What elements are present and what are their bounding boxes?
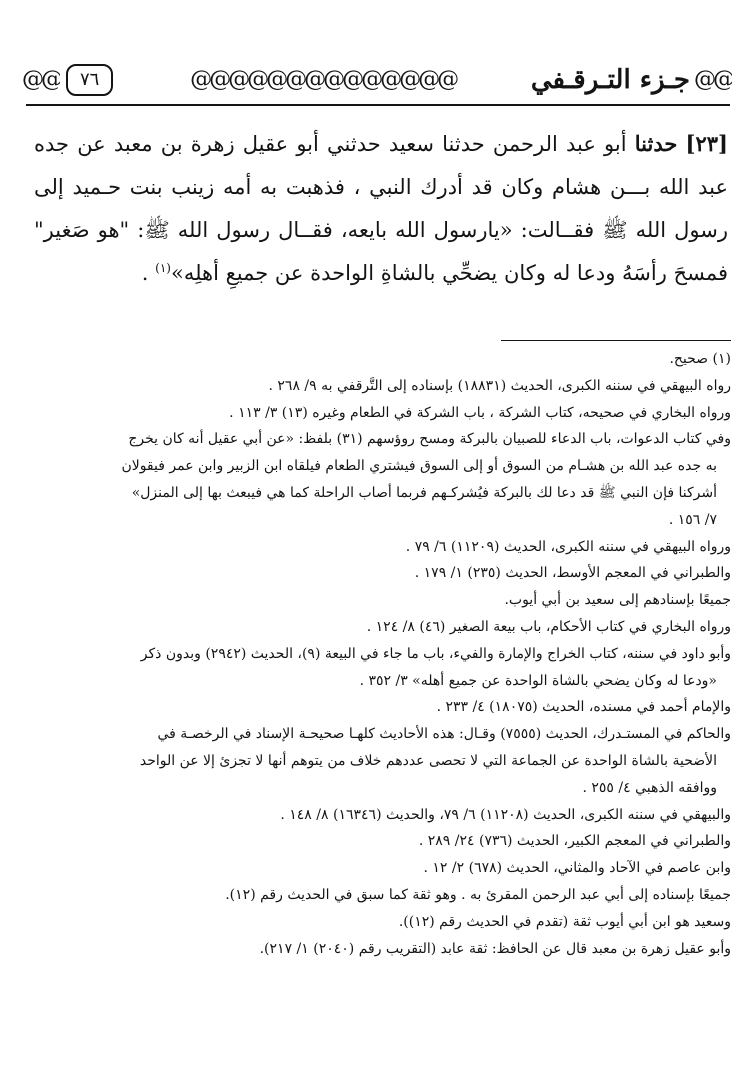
footnote-line: والطبراني في المعجم الكبير، الحديث (٧٣٦) ٢٤/ ٢٨٩ . xyxy=(418,833,731,850)
footnote-line: (١) صحيح. xyxy=(669,351,731,367)
page-header xyxy=(22,58,732,102)
footnote-line: به جده عبد الله بن هشـام من السوق أو إلى السوق فيشتري الطعام فيلقاه ابن الزبير وابن عمر فيقولان xyxy=(121,458,717,475)
footnote-ref: (١) xyxy=(155,261,171,275)
footnote-line: ٧/ ١٥٦ . xyxy=(668,511,717,528)
hadith-end-mark: . xyxy=(141,261,149,285)
footnote-line: رواه البيهقي في سننه الكبرى، الحديث (١٨٨٣١) بإسناده إلى التَّرقفي به ٩/ ٢٦٨ . xyxy=(268,377,731,394)
footnote-line: الأضحية بالشاة الواحدة عن الجماعة التي لا تحصى عددهم خلاف من يتوهم أنها لا تجزئ إلا عن الواحد xyxy=(139,752,717,769)
hadith-line-1: أبو عبد الرحمن حدثنا سعيد حدثني أبو عقيل زهرة بن معبد عن xyxy=(77,132,627,156)
footnote-line: «ودعا له وكان يضحي بالشاة الواحدة عن جميع أهله» ٣/ ٣٥٢ . xyxy=(359,672,717,689)
footnote-line: جميعًا بإسنادهم إلى سعيد بن أبي أيوب. xyxy=(504,592,731,609)
footnote-line: ورواه البخاري في صحيحه، كتاب الشركة ، باب الشركة في الطعام وغيره (١٣) ٣/ ١١٣ . xyxy=(229,404,731,421)
ornament-left: @@ xyxy=(22,69,60,91)
header-rule xyxy=(26,104,730,106)
footnote-line: جميعًا بإسناده إلى أبي عبد الرحمن المقرئ به . وهو ثقة كما سبق في الحديث رقم (١٢). xyxy=(225,886,731,903)
footnote-line: والبيهقي في سننه الكبرى، الحديث (١١٢٠٨) ٦/ ٧٩، والحديث (١٦٣٤٦) ٨/ ١٤٨ . xyxy=(280,806,731,823)
footnote-line: وأبو داود في سننه، كتاب الخراج والإمارة والفيء، باب ما جاء في البيعة (٩)، الحديث (٢٩٤٢) وبدون ذكر xyxy=(140,645,731,662)
footnote-line: والإمام أحمد في مسنده، الحديث (١٨٠٧٥) ٤/ ٢٣٣ . xyxy=(436,699,731,716)
ornament-band: @@@@@@@@@@@@@@ xyxy=(190,69,457,91)
footnote-line: أشركنا فإن النبي ﷺ قد دعا لك بالبركة فيُشركـهم فربما أصاب الراحلة كما هي فيبعث بها إلى المنزل» xyxy=(131,484,717,501)
footnote-line: ورواه البخاري في كتاب الأحكام، باب بيعة الصغير (٤٦) ٨/ ١٢٤ . xyxy=(366,618,731,635)
hadith-line-4: فمسحَ رأسَهُ ودعا له وكان يضحِّي بالشاةِ الواحدة عن جميعِ أهلِه» xyxy=(170,261,728,285)
footnote-line: ووافقه الذهبي ٤/ ٢٥٥ . xyxy=(582,779,717,796)
footnote-line: وابن عاصم في الآحاد والمثاني، الحديث (٦٧٨) ٢/ ١٢ . xyxy=(423,860,731,877)
footnote-line: وسعيد هو ابن أبي أيوب ثقة (تقدم في الحديث رقم (١٢)). xyxy=(398,913,731,930)
footnote-separator xyxy=(501,340,731,341)
footnote-line: والطبراني في المعجم الأوسط، الحديث (٢٣٥) ١/ ١٧٩ . xyxy=(414,565,731,582)
footnote-line: والحاكم في المستـدرك، الحديث (٧٥٥٥) وقـال: هذه الأحاديث كلهـا صحيحـة الإسناد في الرخصـة في xyxy=(157,726,731,743)
hadith-line-3: رسول الله ﷺ فقــالت: «يارسول الله بايعه، فقــال رسول الله ﷺ: "هو صَغير" xyxy=(34,218,728,242)
ornament-right: @@ xyxy=(694,69,732,91)
hadith-first-word: حدثنا xyxy=(634,131,678,156)
footnotes xyxy=(26,346,731,962)
book-title: جـزء التـرقـفي xyxy=(530,65,690,95)
hadith-line-2: جده عبد الله بـــن هشام وكان قد أدرك النبي ، فذهبت به أمه زينب بنت حـميد إلى xyxy=(34,132,728,199)
footnote-line: وأبو عقيل زهرة بن معبد قال عن الحافظ: ثقة عابد (التقريب رقم (٢٠٤٠) ١/ ٢١٧). xyxy=(259,940,731,957)
footnote-line: وفي كتاب الدعوات، باب الدعاء للصبيان بالبركة ومسح روؤسهم (٣١) بلفظ: «عن أبي عقيل أنه كان يخرج xyxy=(128,431,731,448)
footnote-line: ورواه البيهقي في سننه الكبرى، الحديث (١١٢٠٩) ٦/ ٧٩ . xyxy=(405,538,731,555)
hadith-text xyxy=(34,122,728,295)
page-number: ٧٦ xyxy=(66,64,113,96)
hadith-number: [٢٣] xyxy=(685,131,728,156)
